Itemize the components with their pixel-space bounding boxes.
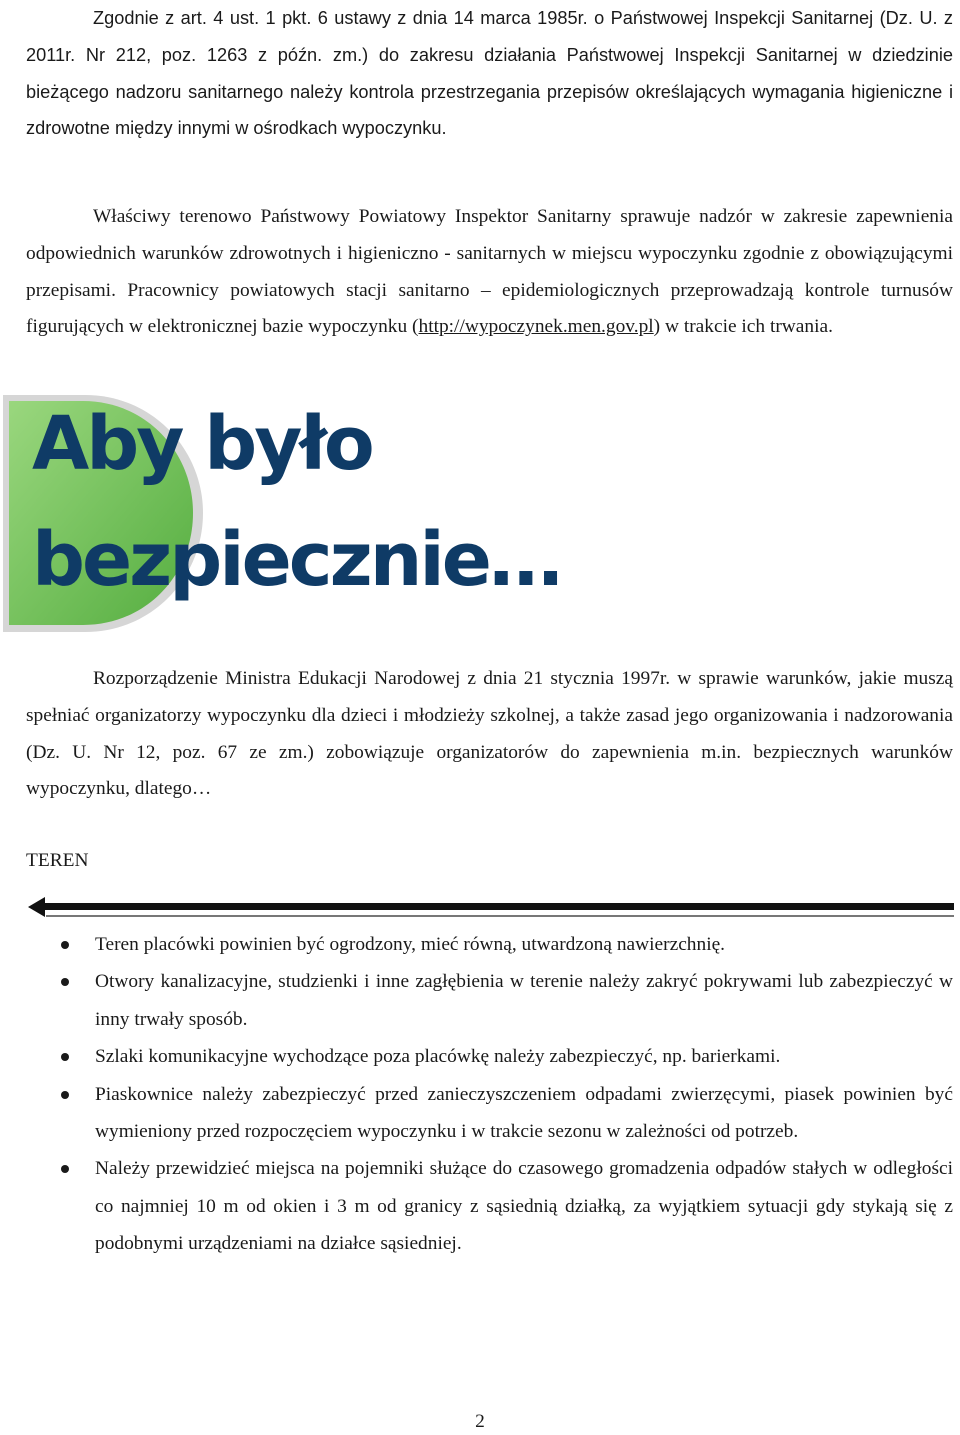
inspector-text-before-link: Właściwy terenowo Państwowy Powiatowy Inspektor Sanitarny sprawuje nadzór w zakresie zapewnienia odpowiednich warunków zdrowotnych i higieniczno - sanitarnych w miejscu wypoczynku zgodnie z obowiązującymi przepisami. Pracownicy powiatowych stacji sanitarno – epidemiologicznych przeprowadzają kontrole turnusów figurujących w elektronicznej bazie wypoczynku (	[26, 206, 953, 338]
bullet-icon	[61, 1091, 69, 1099]
bullet-icon	[61, 941, 69, 949]
banner-title-line1: Aby było	[32, 401, 372, 487]
wypoczynek-link[interactable]: http://wypoczynek.men.gov.pl	[418, 316, 654, 338]
list-item-text: Należy przewidzieć miejsca na pojemniki służące do czasowego gromadzenia odpadów stałych w odległości co najmniej 10 m od okien i 3 m od granicy z sąsiednią działką, za wyjątkiem sytuacji gdy stykają się z podobnymi urządzeniami na działce sąsiedniej.	[95, 1158, 953, 1255]
bullet-icon	[61, 1053, 69, 1061]
list-item-text: Otwory kanalizacyjne, studzienki i inne zagłębienia w terenie należy zakryć pokrywami lub zabezpieczyć w inny trwały sposób.	[95, 971, 953, 1030]
page-number: 2	[475, 1411, 485, 1432]
bullet-icon	[61, 1165, 69, 1173]
safety-banner	[0, 393, 960, 638]
list-item	[0, 1076, 960, 1151]
banner-title-line2: bezpiecznie…	[32, 517, 560, 603]
list-item-text: Szlaki komunikacyjne wychodzące poza placówkę należy zabezpieczyć, np. barierkami.	[95, 1046, 781, 1068]
inspector-paragraph	[26, 199, 953, 346]
intro-paragraph: Zgodnie z art. 4 ust. 1 pkt. 6 ustawy z dnia 14 marca 1985r. o Państwowej Inspekcji Sanitarnej (Dz. U. z 2011r. Nr 212, poz. 1263 z późn. zm.) do zakresu działania Państwowej Inspekcji Sanitarnej w dziedzinie bieżącego nadzoru sanitarnego należy kontrola przestrzegania przepisów określających wymagania higieniczne i zdrowotne między innymi w ośrodkach wypoczynku.	[26, 8, 953, 139]
left-arrow-rule-icon	[28, 894, 960, 924]
list-item-text: Piaskownice należy zabezpieczyć przed zanieczyszczeniem odpadami zwierzęcymi, piasek powinien być wymieniony przed rozpoczęciem wypoczynku i w trakcie sezonu w zależności od potrzeb.	[95, 1083, 953, 1143]
bullet-icon	[61, 978, 69, 986]
regulation-paragraph: Rozporządzenie Ministra Edukacji Narodowej z dnia 21 stycznia 1997r. w sprawie warunków, jakie muszą spełniać organizatorzy wypoczynku dla dzieci i młodzieży szkolnej, a także zasad jego organizowania i nadzorowania (Dz. U. Nr 12, poz. 67 ze zm.) zobowiązuje organizatorów do zapewnienia m.in. bezpiecznych warunków wypoczynku, dlatego…	[26, 668, 953, 800]
list-item	[0, 963, 960, 1038]
list-item	[0, 1038, 960, 1075]
safety-rules-list	[0, 926, 960, 1263]
list-item-text: Teren placówki powinien być ogrodzony, mieć równą, utwardzoną nawierzchnię.	[95, 934, 726, 955]
list-item	[0, 926, 960, 963]
list-item	[0, 1150, 960, 1262]
section-heading-teren: TEREN	[26, 850, 89, 871]
inspector-text-after-link: ) w trakcie ich trwania.	[653, 316, 833, 338]
